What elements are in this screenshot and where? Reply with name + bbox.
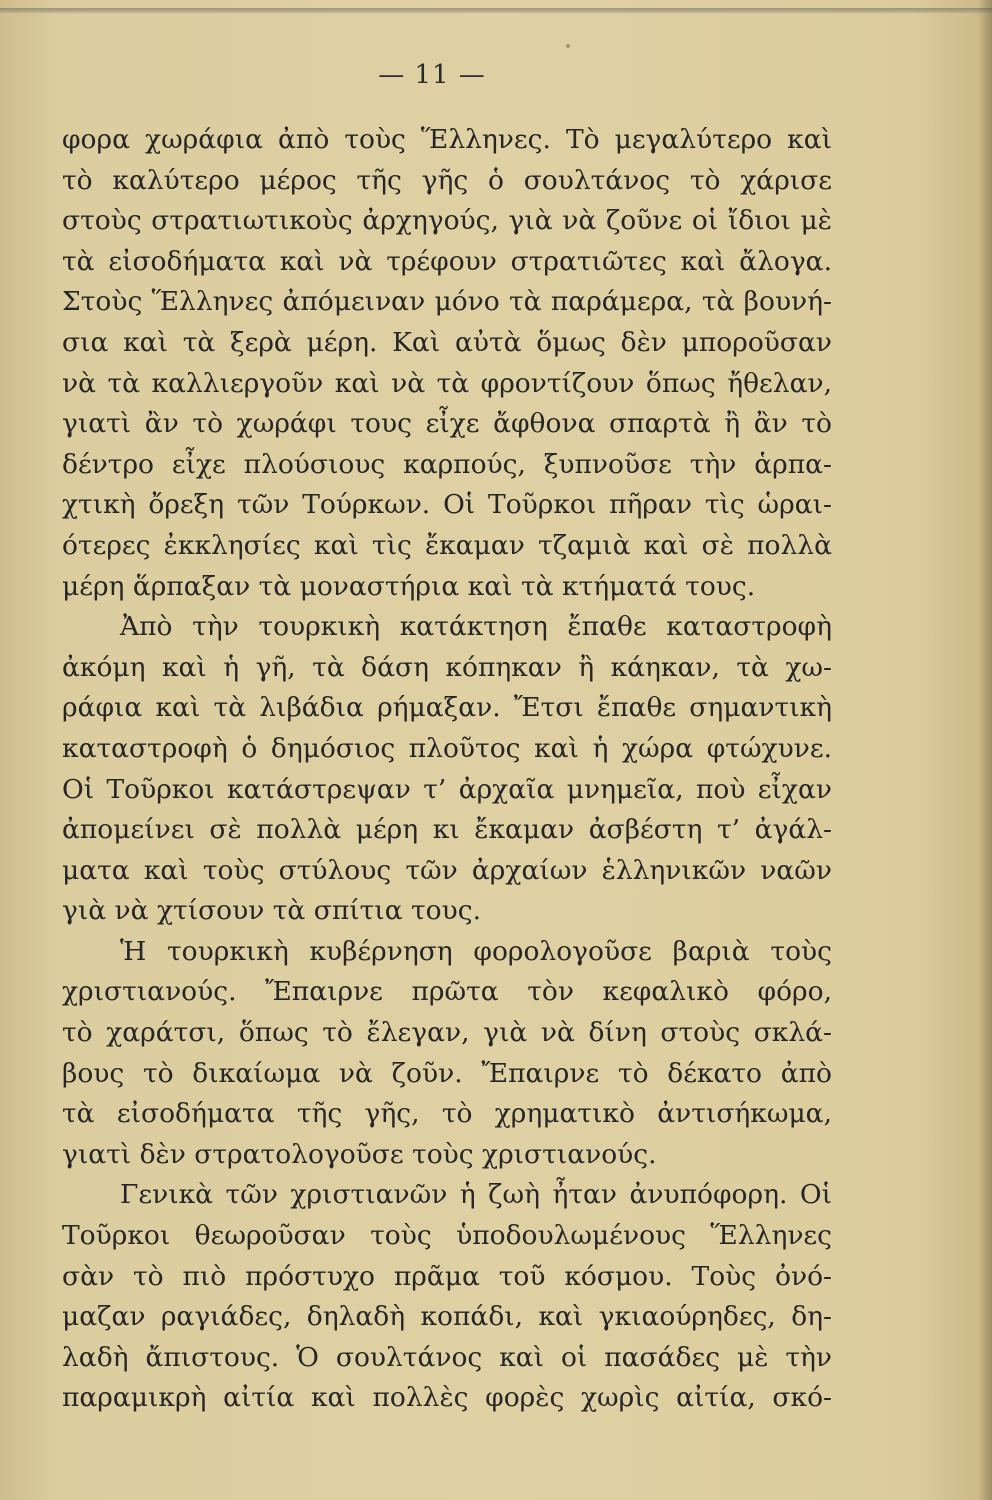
paragraph-start-line: Ἡ τουρκικὴ κυβέρνηση φορολογοῦσε βαριὰ τοὺς: [120, 935, 832, 967]
paragraph-start-line: Γενικὰ τῶν χριστιανῶν ἡ ζωὴ ἦταν ἀνυπόφορη. Οἱ: [120, 1179, 832, 1211]
text-line: Οἱ Τοῦρκοι κατάστρεψαν τ’ ἀρχαῖα μνημεῖα, ποὺ εἶχαν: [62, 773, 832, 805]
paragraph-start-line: Ἀπὸ τὴν τουρκικὴ κατάκτηση ἔπαθε καταστροφὴ: [120, 611, 832, 643]
text-line: βους τὸ δικαίωμα νὰ ζοῦν. Ἔπαιρνε τὸ δέκατο ἀπὸ: [62, 1057, 832, 1089]
text-line: ἀπομείνει σὲ πολλὰ μέρη κι ἔκαμαν ἀσβέστη τ’ ἀγάλ-: [62, 814, 832, 846]
text-line: Στοὺς Ἕλληνες ἀπόμειναν μόνο τὰ παράμερα, τὰ βουνή-: [62, 286, 832, 318]
text-line: τὸ καλύτερο μέρος τῆς γῆς ὁ σουλτάνος τὸ χάρισε: [62, 164, 832, 196]
text-line: σια καὶ τὰ ξερὰ μέρη. Καὶ αὐτὰ ὅμως δὲν μποροῦσαν: [62, 326, 832, 358]
text-line: ματα καὶ τοὺς στύλους τῶν ἀρχαίων ἑλληνικῶν ναῶν: [62, 854, 832, 886]
text-line: λαδὴ ἄπιστους. Ὁ σουλτάνος καὶ οἱ πασάδες μὲ τὴν: [62, 1341, 832, 1373]
text-line: γιατὶ ἂν τὸ χωράφι τους εἶχε ἄφθονα σπαρτὰ ἢ ἂν τὸ: [62, 408, 832, 440]
text-line: τὰ εἰσοδήματα τῆς γῆς, τὸ χρηματικὸ ἀντισήκωμα,: [62, 1098, 832, 1130]
ink-spot: [566, 44, 570, 48]
text-line: μέρη ἅρπαξαν τὰ μοναστήρια καὶ τὰ κτήματά τους.: [62, 570, 756, 602]
text-line: μαζαν ραγιάδες, δηλαδὴ κοπάδι, καὶ γκιαούρηδες, δη-: [62, 1301, 832, 1333]
text-line: δέντρο εἶχε πλούσιους καρπούς, ξυπνοῦσε τὴν ἁρπα-: [62, 448, 832, 480]
text-line: τὰ εἰσοδήματα καὶ νὰ τρέφουν στρατιῶτες καὶ ἄλογα.: [62, 245, 832, 277]
page-right-edge: [978, 0, 992, 1500]
text-line: παραμικρὴ αἰτία καὶ πολλὲς φορὲς χωρὶς αἰτία, σκό-: [62, 1382, 832, 1414]
page-number: — 11 —: [378, 60, 486, 90]
text-line: χριστιανούς. Ἔπαιρνε πρῶτα τὸν κεφαλικὸ φόρο,: [62, 976, 832, 1008]
text-line: ότερες ἐκκλησίες καὶ τὶς ἔκαμαν τζαμιὰ καὶ σὲ πολλὰ: [62, 529, 832, 561]
text-line: καταστροφὴ ὁ δημόσιος πλοῦτος καὶ ἡ χώρα φτώχυνε.: [62, 732, 832, 764]
text-line: χτικὴ ὄρεξη τῶν Τούρκων. Οἱ Τοῦρκοι πῆραν τὶς ὡραι-: [62, 489, 832, 521]
text-line: ἀκόμη καὶ ἡ γῆ, τὰ δάση κόπηκαν ἢ κάηκαν, τὰ χω-: [62, 651, 832, 683]
text-line: στοὺς στρατιωτικοὺς ἀρχηγούς, γιὰ νὰ ζοῦνε οἱ ἴδιοι μὲ: [62, 205, 832, 237]
body-text: [62, 120, 832, 1419]
text-line: ράφια καὶ τὰ λιβάδια ρήμαξαν. Ἔτσι ἔπαθε σημαντικὴ: [62, 692, 832, 724]
text-line: σὰν τὸ πιὸ πρόστυχο πρᾶμα τοῦ κόσμου. Τοὺς ὀνό-: [62, 1260, 832, 1292]
text-line: γιὰ νὰ χτίσουν τὰ σπίτια τους.: [62, 895, 482, 927]
text-line: γιατὶ δὲν στρατολογοῦσε τοὺς χριστιανούς.: [62, 1138, 657, 1170]
text-line: Τοῦρκοι θεωροῦσαν τοὺς ὑποδουλωμένους Ἕλληνες: [62, 1220, 832, 1252]
page-top-edge: [0, 8, 992, 14]
text-line: φορα χωράφια ἀπὸ τοὺς Ἕλληνες. Τὸ μεγαλύτερο καὶ: [62, 124, 832, 155]
text-line: νὰ τὰ καλλιεργοῦν καὶ νὰ τὰ φροντίζουν ὅπως ἤθελαν,: [62, 367, 832, 399]
text-line: τὸ χαράτσι, ὅπως τὸ ἔλεγαν, γιὰ νὰ δίνη στοὺς σκλά-: [62, 1017, 832, 1049]
